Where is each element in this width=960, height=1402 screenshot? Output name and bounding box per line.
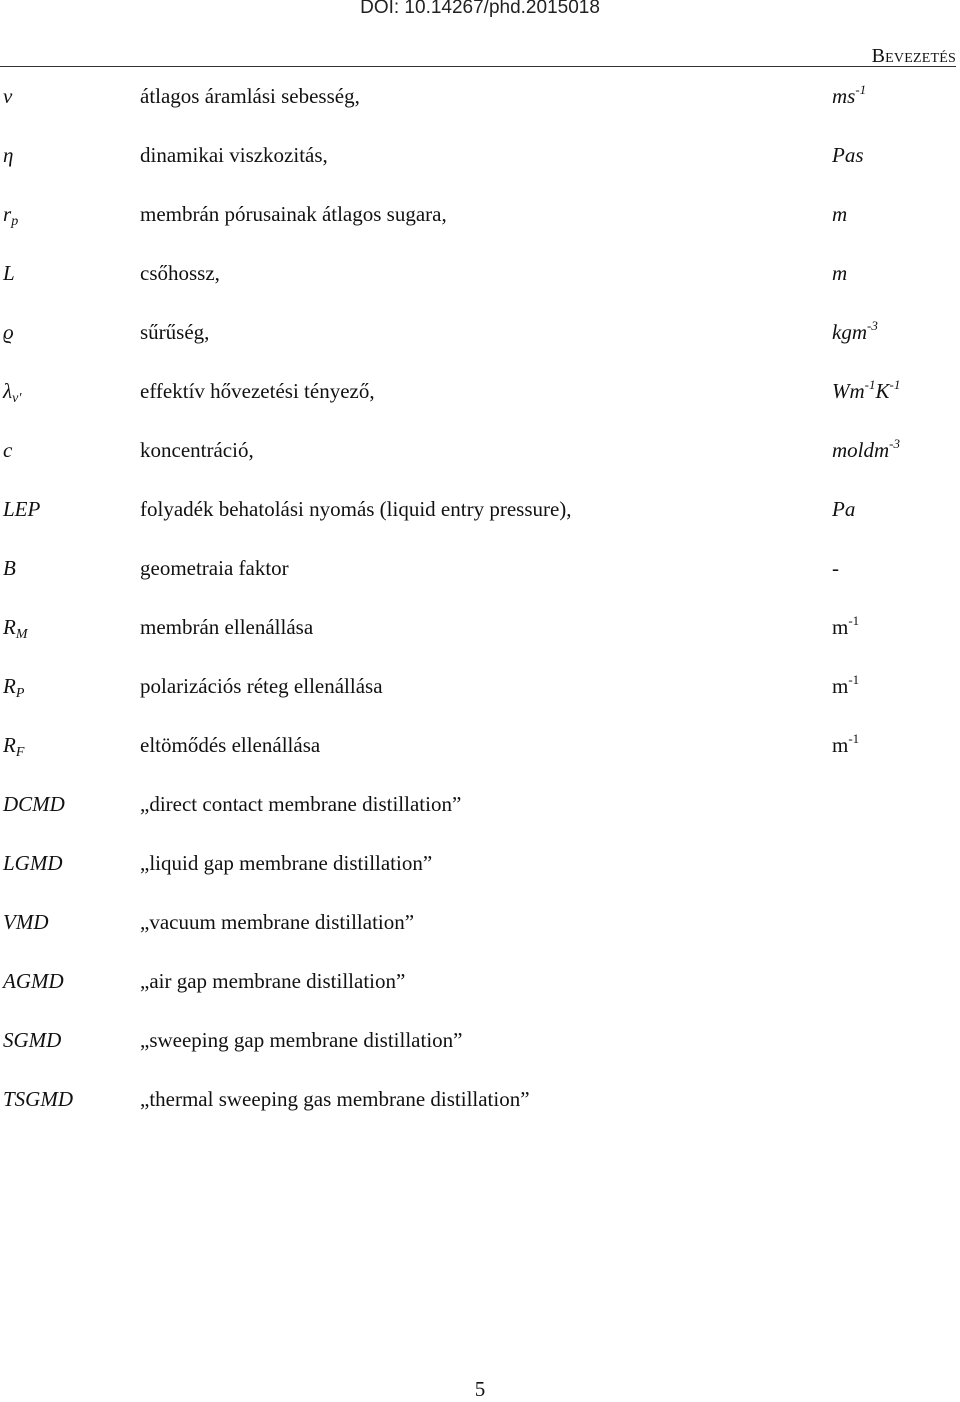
description: „thermal sweeping gas membrane distillation” [140, 1087, 530, 1111]
symbol: v [3, 84, 13, 108]
symbol: c [3, 438, 13, 462]
symbol: TSGMD [3, 1087, 74, 1111]
symbol: $R_P$ [3, 674, 25, 701]
nomenclature-row [0, 375, 960, 434]
nomenclature-row [0, 1024, 960, 1083]
nomenclature-row [0, 670, 960, 729]
description: polarizációs réteg ellenállása [140, 674, 383, 698]
nomenclature-row [0, 434, 960, 493]
description: folyadék behatolási nyomás (liquid entry pressure), [140, 497, 572, 521]
description: koncentráció, [140, 438, 254, 462]
nomenclature-row [0, 552, 960, 611]
nomenclature-row [0, 906, 960, 965]
symbol: AGMD [3, 969, 64, 993]
description: dinamikai viszkozitás, [140, 143, 328, 167]
description: csőhossz, [140, 261, 220, 285]
symbol: $R_M$ [3, 615, 28, 642]
unit: - [832, 556, 839, 580]
unit: $m^{-1}$ [832, 731, 860, 757]
nomenclature-row [0, 493, 960, 552]
nomenclature-row [0, 847, 960, 906]
symbol: DCMD [3, 792, 65, 816]
symbol: VMD [3, 910, 49, 934]
description: membrán ellenállása [140, 615, 314, 639]
header-rule [0, 66, 956, 67]
unit: Pas [832, 143, 864, 167]
nomenclature-row [0, 139, 960, 198]
description: „sweeping gap membrane distillation” [140, 1028, 463, 1052]
symbol: η [3, 143, 14, 167]
symbol-subscript: M [15, 627, 28, 642]
unit: moldm$^{-3}$ [832, 436, 901, 462]
description: eltömődés ellenállása [140, 733, 321, 757]
description: „liquid gap membrane distillation” [140, 851, 433, 875]
unit: m [832, 261, 848, 285]
doi-header: DOI: 10.14267/phd.2015018 [360, 0, 600, 18]
page-number: 5 [474, 1377, 486, 1401]
nomenclature-row [0, 257, 960, 316]
nomenclature-row [0, 611, 960, 670]
description: geometraia faktor [140, 556, 289, 580]
symbol: ϱ [3, 320, 14, 344]
unit: m [832, 202, 848, 226]
symbol: $r_p$ [3, 202, 19, 229]
nomenclature-row [0, 316, 960, 375]
description: „air gap membrane distillation” [140, 969, 406, 993]
unit: $m^{-1}$ [832, 672, 860, 698]
description: membrán pórusainak átlagos sugara, [140, 202, 447, 226]
unit: $Wm^{-1}K^{-1}$ [832, 377, 901, 403]
symbol-subscript: p [11, 214, 19, 229]
symbol-subscript: P [15, 686, 25, 701]
unit: $m^{-1}$ [832, 613, 860, 639]
symbol: $\lambda_{v'}$ [3, 379, 22, 406]
symbol: SGMD [3, 1028, 62, 1052]
symbol-subscript: F [15, 745, 25, 760]
symbol: B [3, 556, 16, 580]
nomenclature-row [0, 965, 960, 1024]
symbol: $R_F$ [3, 733, 25, 760]
nomenclature-row [0, 729, 960, 788]
symbol: LEP [3, 497, 41, 521]
unit: kgm$^{-3}$ [832, 318, 878, 344]
description: effektív hővezetési tényező, [140, 379, 375, 403]
section-title: Bevezetés [871, 45, 956, 67]
nomenclature-row [0, 80, 960, 139]
unit: $ms^{-1}$ [832, 82, 867, 108]
nomenclature-row [0, 1083, 960, 1142]
nomenclature-row [0, 198, 960, 257]
symbol: L [3, 261, 15, 285]
nomenclature-list [0, 80, 960, 1142]
unit: Pa [832, 497, 856, 521]
symbol-subscript: v′ [12, 391, 22, 406]
symbol: LGMD [3, 851, 63, 875]
description: átlagos áramlási sebesség, [140, 84, 360, 108]
description: „direct contact membrane distillation” [140, 792, 462, 816]
description: „vacuum membrane distillation” [140, 910, 415, 934]
description: sűrűség, [140, 320, 210, 344]
nomenclature-row [0, 788, 960, 847]
